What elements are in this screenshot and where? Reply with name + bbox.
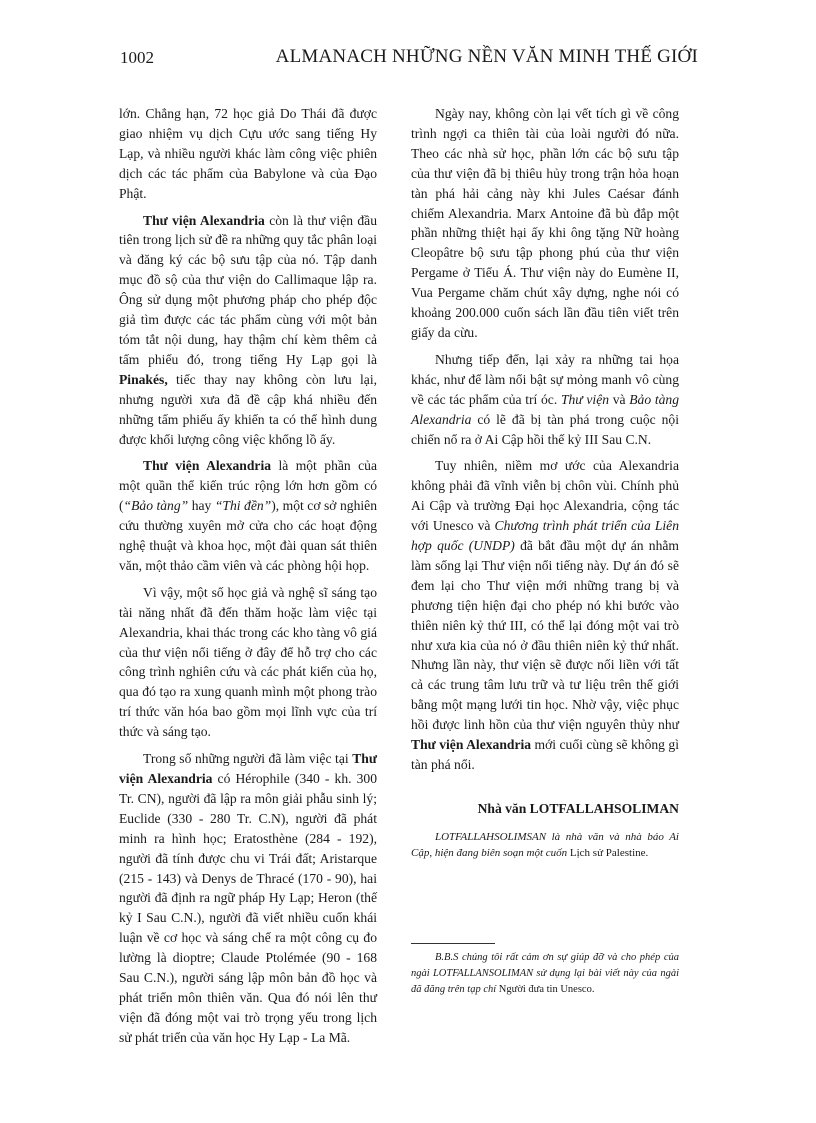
- text-run: Tuy nhiên, niềm mơ ước của Alexandria không phải đã vĩnh viễn bị chôn vùi. Chính phủ Ai Cập và trường Đại học Alexandria, cộng tác với Unesco và: [411, 458, 679, 534]
- text-run: Người đưa tin Unesco.: [498, 983, 595, 995]
- right-paragraph-3: [411, 456, 679, 775]
- footnote-divider: [411, 943, 495, 944]
- italic-term: “Bảo tàng”: [123, 498, 189, 514]
- text-run: B.B.S chúng tôi rất cảm ơn sự giúp đỡ và cho phép của ngài LOTFALLANSOLIMAN sử dụng lại bài viết này của ngài đã đăng trên tạp chí: [411, 951, 679, 995]
- page-header: [120, 44, 698, 76]
- italic-term: Chương trình phát triển của Liên hợp quốc (UNDP): [411, 518, 679, 554]
- footnote: [411, 950, 679, 998]
- text-run: ), một cơ sở nghiên cứu thường xuyên mở cửa cho các hoạt động nghệ thuật và khoa học, một đài quan sát thiên văn, một thảo cầm viên và các phòng hội họp.: [119, 498, 377, 573]
- text-run: mới cuối cùng sẽ không gì tàn phá nổi.: [411, 737, 680, 772]
- italic-term: Thư viện: [560, 391, 610, 407]
- left-paragraph-4: Vì vậy, một số học giả và nghệ sĩ sáng tạo tài năng nhất đã đến thăm hoặc làm việc tại Alexandria, khai thác trong các kho tàng vô giá của thư viện nổi tiếng ở đây để hỗ trợ cho các công trình nghiên cứu và các phát kiến của họ, qua đó tạo ra xung quanh mình một phong trào trí thức văn hóa bao gồm mọi lĩnh vực của trí thức và sáng tạo.: [119, 584, 377, 740]
- page-number: 1002: [120, 48, 154, 67]
- left-paragraph-3: [119, 456, 377, 575]
- text-run: và: [609, 391, 630, 407]
- text-run: có Hérophile (340 - kh. 300 Tr. CN), người đã lập ra môn giải phẫu sinh lý; Euclide (330 - 280 Tr. C.N), người đã phát minh ra hình học; Eratosthène (284 - 192), người đã tính được chu vi Trái đất; Aristarque (215 - 143) và Denys de Thracé (170 - 90), hai người đã định ra ngữ pháp Hy Lạp; Heron (thế kỷ I Sau C.N.), người đã viết nhiều cuốn khái luận về cơ học và sáng chế ra một công cụ đo lường là dioptre; Claude Ptolémée (90 - 168 Sau C.N.), người sáng lập môn bản đồ học và phát triển môn thiên văn. Qua đó nói lên thư viện đã đóng một vai trò trọng yếu trong lịch sử phát triển của văn học Hy Lạp - La Mã.: [119, 771, 378, 1045]
- text-run: Nhưng tiếp đến, lại xảy ra những tai họa khác, như để làm nổi bật sự mỏng manh vô cùng về các tác phẩm của trí óc.: [411, 351, 679, 407]
- bold-term: Thư viện Alexandria: [143, 212, 265, 228]
- right-column: [411, 104, 679, 1005]
- text-run: có lẽ đã bị tàn phá trong cuộc nội chiến nổ ra ở Ai Cập hồi thế kỷ III Sau C.N.: [411, 411, 679, 447]
- text-run: đã bắt đầu một dự án nhằm làm sống lại Thư viện nổi tiếng này. Dự án đó sẽ đem lại cho Thư viện mới những trang bị và phương tiện hiện đại cho phép nó khi bước vào thiên niên kỷ thứ III, có thể lại đóng một vai trò như xưa kia của nó ở đầu thiên niên kỷ thứ nhất. Nhưng lần này, thư viện sẽ được nối liền với tất cả các trung tâm lưu trữ và tư liệu trên thế giới bằng một mạng lưới tin học. Nhờ vậy, việc phục hồi được linh hồn của thư viện nguyên thủy như: [411, 538, 679, 733]
- text-run: hay: [188, 498, 215, 514]
- italic-term: “Thi đền”: [214, 498, 272, 514]
- author-bio: [411, 829, 679, 861]
- text-run: còn là thư viện đầu tiên trong lịch sử đề ra những quy tắc phân loại và đăng ký các bộ sưu tập của nó. Tập danh mục đồ sộ của thư viện do Callimaque lập ra. Ông sử dụng một phương pháp cho phép độc giả tìm được các tác phẩm cùng với một bản tóm tắt nội dung, hay thậm chí kèm thêm cả tấm phiếu đó, trong tiếng Hy Lạp gọi là: [119, 212, 378, 367]
- bold-term: Thư viện Alexandria: [119, 751, 377, 786]
- right-paragraph-2: [411, 350, 679, 450]
- left-paragraph-5: [119, 749, 377, 1048]
- italic-term: Bảo tàng Alexandria: [411, 391, 679, 427]
- running-title: ALMANACH NHỮNG NỀN VĂN MINH THẾ GIỚI: [275, 46, 698, 67]
- right-paragraph-1: Ngày nay, không còn lại vết tích gì về công trình ngợi ca thiên tài của loài người đó nữa. Theo các nhà sử học, phần lớn các bộ sưu tập của thư viện đã bị thiêu hủy trong trận hỏa hoạn tàn phá hải cảng này khi Jules Caésar đánh chiếm Alexandria. Marx Antoine đã bù đắp một phần những thiệt hại ấy khi ông tặng Nữ hoàng Cleopâtre bộ sưu tập phong phú của thư viện Pergame ở Tiểu Á. Thư viện này do Eumène II, Vua Pergame chăm chút xây dựng, nghe nói có khoảng 200.000 cuốn sách lần đầu tiên viết trên giấy da cừu.: [411, 106, 679, 340]
- bold-term: Pinakés,: [119, 371, 168, 387]
- left-paragraph-1: lớn. Chẳng hạn, 72 học giả Do Thái đã được giao nhiệm vụ dịch Cựu ước sang tiếng Hy Lạp, và nhiều người khác làm công việc phiên dịch các tác phẩm của Babylone và của Đạo Phật.: [119, 106, 377, 201]
- bold-term: Thư viện Alexandria: [411, 737, 532, 753]
- text-run: Lịch sử Palestine.: [569, 846, 649, 859]
- left-paragraph-2: [119, 211, 377, 450]
- bold-term: Thư viện Alexandria: [143, 458, 272, 474]
- text-run: LOTFALLAHSOLIMSAN là nhà văn và nhà báo Ai Cập, hiện đang biên soạn một cuốn: [411, 830, 679, 859]
- left-column: [119, 104, 377, 1055]
- text-run: tiếc thay nay không còn lưu lại, nhưng người xưa đã đề cập khá nhiều đến những tấm phiếu ấy khiến ta có thể hình dung được khối lượng công việc khổng lồ ấy.: [119, 371, 377, 447]
- author-signature: Nhà văn LOTFALLAHSOLIMAN: [477, 800, 679, 816]
- text-run: Trong số những người đã làm việc tại: [143, 751, 353, 767]
- text-run: là một phần của một quần thể kiến trúc rộng lớn hơn gồm có (: [119, 458, 377, 514]
